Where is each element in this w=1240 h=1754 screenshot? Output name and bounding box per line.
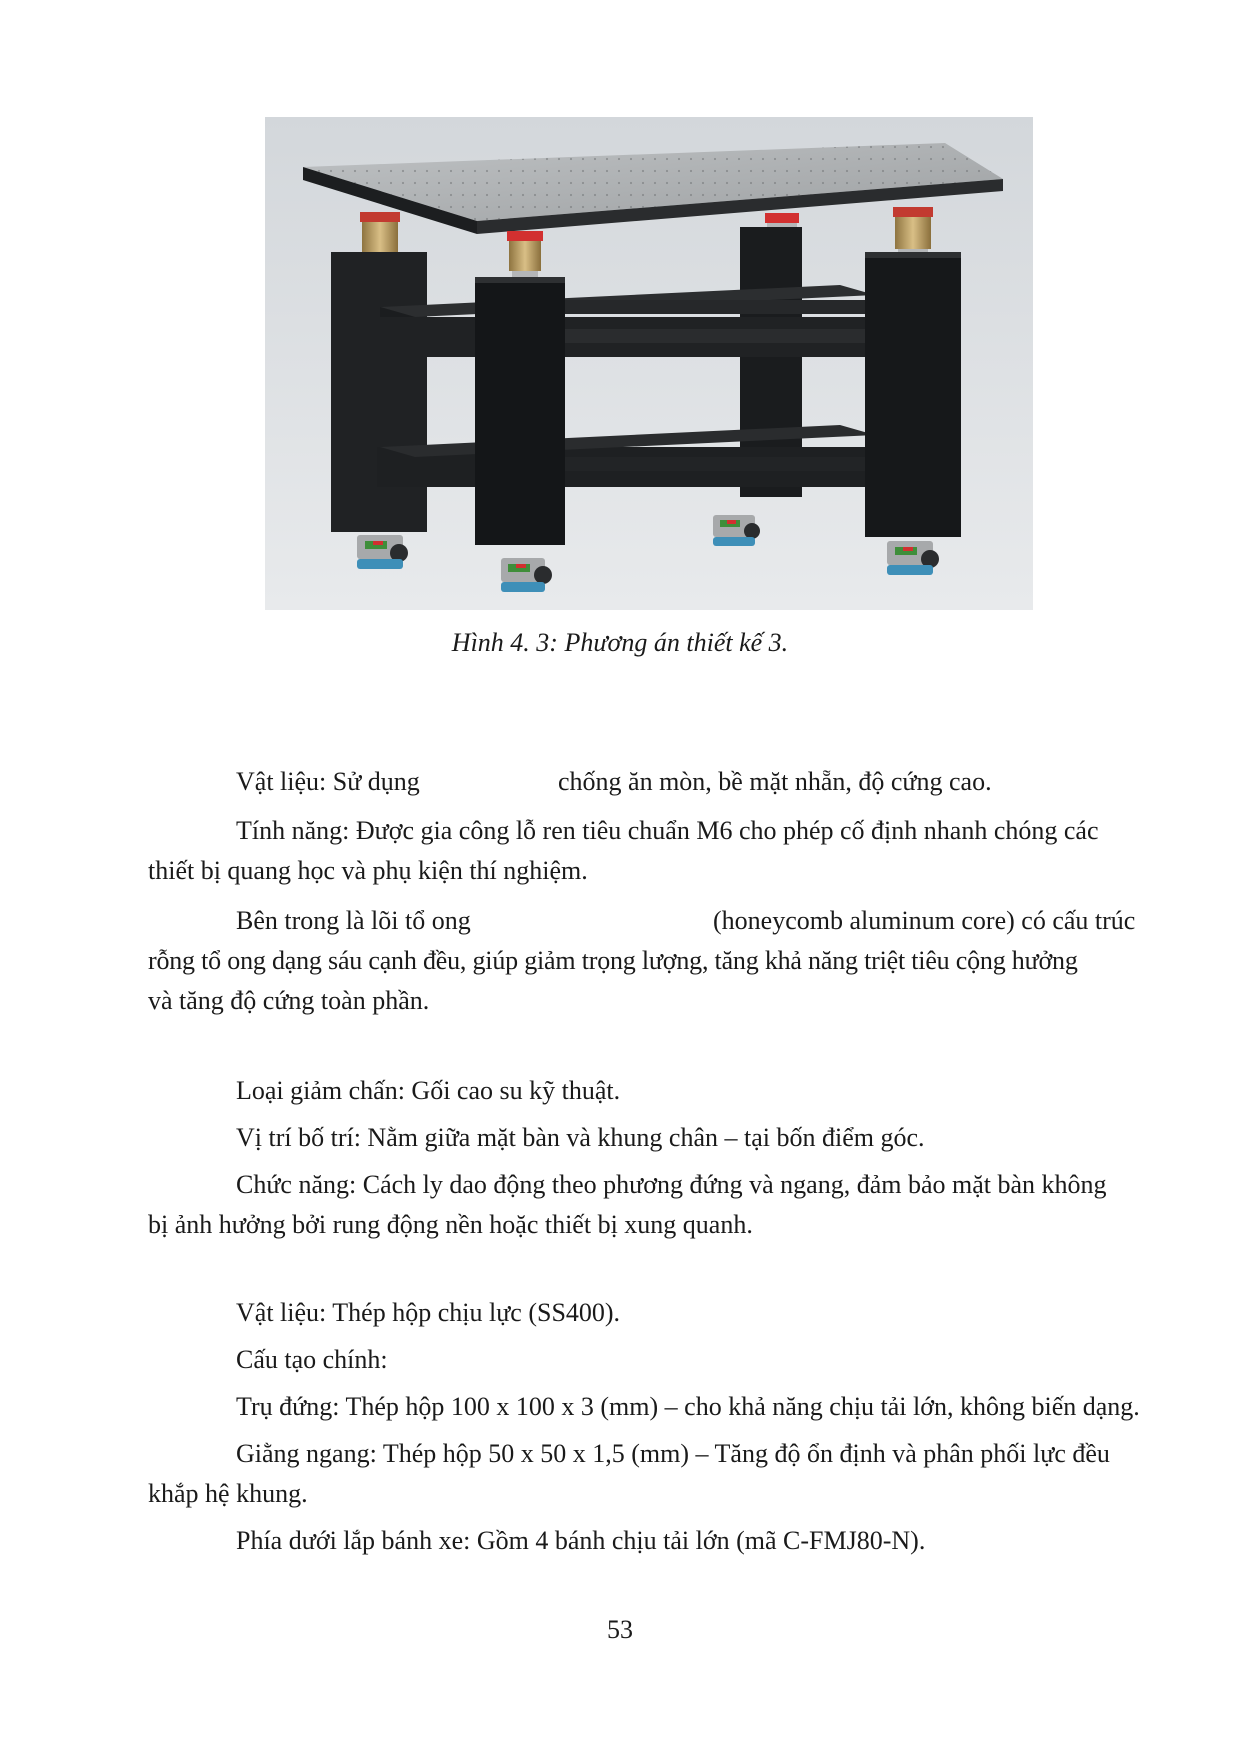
- paragraph-frame-braces: Giằng ngang: Thép hộp 50 x 50 x 1,5 (mm) – Tăng độ ổn định và phân phối lực đều: [236, 1439, 1110, 1468]
- paragraph-core-line2: rỗng tổ ong dạng sáu cạnh đều, giúp giảm trọng lượng, tăng khả năng triệt tiêu cộng hưởng: [148, 946, 1078, 975]
- paragraph-frame-casters: Phía dưới lắp bánh xe: Gồm 4 bánh chịu tải lớn (mã C-FMJ80-N).: [236, 1526, 926, 1555]
- paragraph-damper-function: Chức năng: Cách ly dao động theo phương đứng và ngang, đảm bảo mặt bàn không: [236, 1170, 1107, 1199]
- optical-table-render: [265, 117, 1033, 610]
- paragraph-frame-braces-line2: khắp hệ khung.: [148, 1479, 308, 1508]
- paragraph-damper-function-line2: bị ảnh hưởng bởi rung động nền hoặc thiết bị xung quanh.: [148, 1210, 753, 1239]
- paragraph-core-b: (honeycomb aluminum core) có cấu trúc: [713, 906, 1136, 935]
- caster-back-right: [713, 515, 760, 546]
- paragraph-feature-line2: thiết bị quang học và phụ kiện thí nghiệm.: [148, 856, 588, 885]
- paragraph-frame-material: Vật liệu: Thép hộp chịu lực (SS400).: [236, 1298, 621, 1327]
- paragraph-material-b: chống ăn mòn, bề mặt nhẵn, độ cứng cao.: [558, 767, 992, 796]
- paragraph-core-a: Bên trong là lõi tổ ong: [236, 906, 471, 935]
- paragraph-frame-structure: Cấu tạo chính:: [236, 1345, 388, 1374]
- paragraph-frame-legs: Trụ đứng: Thép hộp 100 x 100 x 3 (mm) – cho khả năng chịu tải lớn, không biến dạng.: [236, 1392, 1140, 1421]
- text-line: Tính năng: Được gia công lỗ ren tiêu chuẩn M6 cho phép cố định nhanh chóng các: [236, 816, 1099, 845]
- isolator-front-left: [507, 231, 543, 281]
- caster-back-left: [357, 535, 408, 569]
- page-number: 53: [607, 1615, 633, 1644]
- paragraph-core-line3: và tăng độ cứng toàn phần.: [148, 986, 430, 1015]
- figure-caption: Hình 4. 3: Phương án thiết kế 3.: [451, 628, 789, 657]
- paragraph-damper-position: Vị trí bố trí: Nằm giữa mặt bàn và khung chân – tại bốn điểm góc.: [236, 1123, 925, 1152]
- paragraph-material-a: Vật liệu: Sử dụng: [236, 767, 420, 796]
- caster-front-right: [887, 541, 939, 575]
- figure-optical-table: [265, 117, 1033, 610]
- paragraph-damper-type: Loại giảm chấn: Gối cao su kỹ thuật.: [236, 1076, 621, 1105]
- paragraph-feature-line1: [236, 811, 1150, 851]
- caster-front-left: [501, 558, 552, 592]
